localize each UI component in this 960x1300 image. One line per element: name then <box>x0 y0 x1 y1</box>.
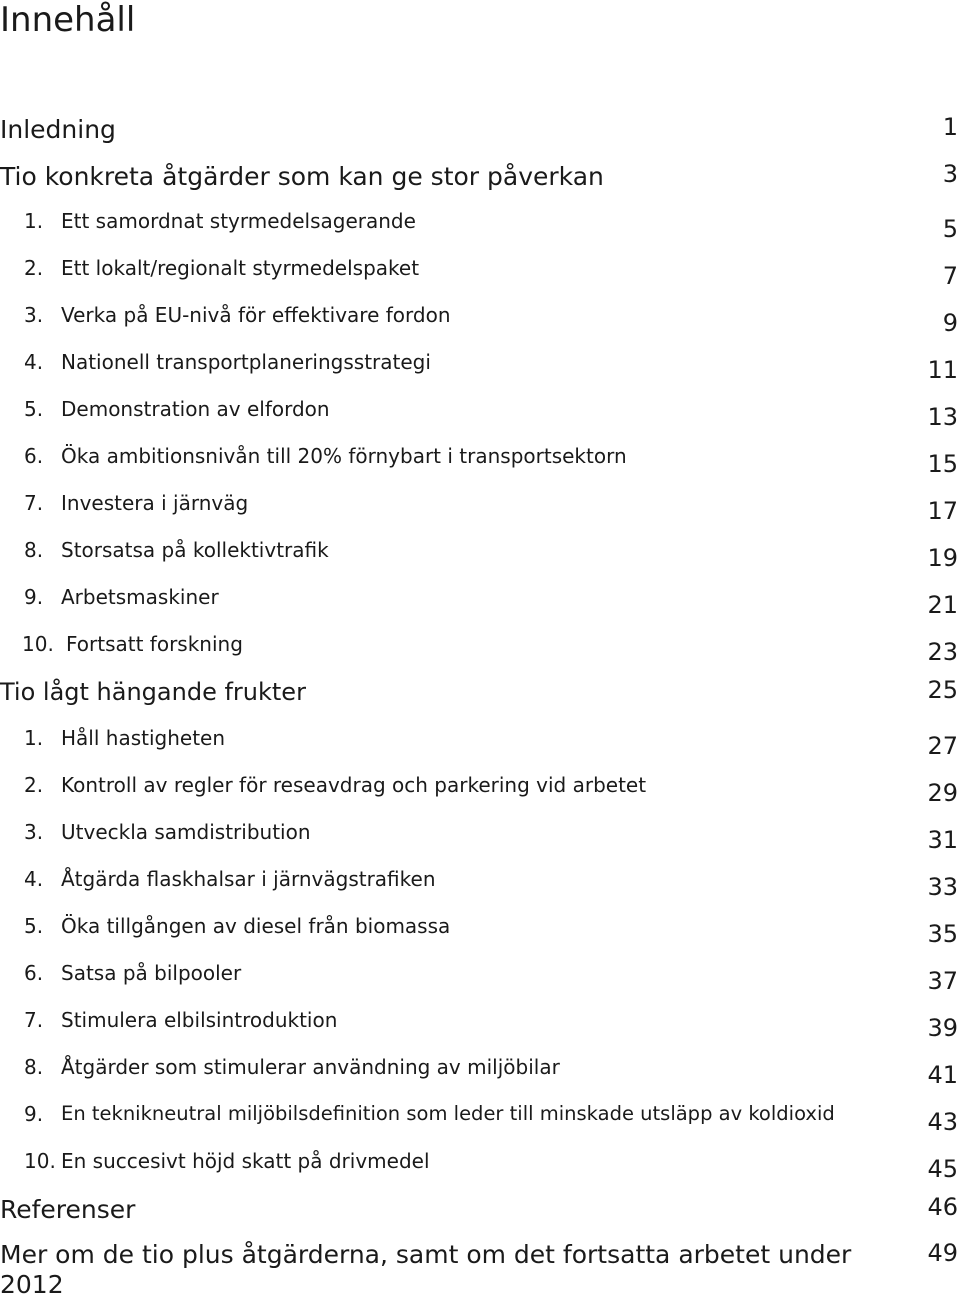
toc-entry-label: Tio lågt hängande frukter <box>0 678 306 706</box>
toc-subentry-number: 5. <box>24 397 44 421</box>
toc-subentry-label: Åtgärder som stimulerar användning av miljöbilar <box>61 1055 560 1079</box>
toc-subentry[interactable] <box>0 255 960 289</box>
toc-subentry-page: 9 <box>942 309 958 337</box>
toc-subentry[interactable] <box>0 208 960 242</box>
toc-subentry-page: 7 <box>942 262 958 290</box>
toc-subentry-label: Ett samordnat styrmedelsagerande <box>61 209 416 233</box>
toc-subentry[interactable] <box>0 725 960 759</box>
toc-subentry-label: Håll hastigheten <box>61 726 226 750</box>
toc-subentry-page: 37 <box>927 967 958 995</box>
toc-subentry-number: 9. <box>24 585 44 609</box>
toc-subentry-label: Åtgärda flaskhalsar i järnvägstrafiken <box>61 867 436 891</box>
toc-entry-label: Referenser <box>0 1195 136 1224</box>
toc-subentry-number: 10. <box>24 1149 56 1173</box>
toc-entry-page: 49 <box>927 1239 958 1267</box>
toc-subentry[interactable] <box>0 584 960 618</box>
toc-subentry[interactable] <box>0 772 960 806</box>
toc-subentry[interactable] <box>0 302 960 336</box>
toc-subentry[interactable] <box>0 490 960 524</box>
toc-entry-low-hanging[interactable] <box>0 677 960 711</box>
toc-subentry-label: Verka på EU-nivå för effektivare fordon <box>61 303 451 327</box>
toc-subentry-number: 5. <box>24 914 44 938</box>
toc-subentry-number: 2. <box>24 773 44 797</box>
toc-subentry-page: 39 <box>927 1014 958 1042</box>
toc-subentry-number: 7. <box>24 491 44 515</box>
toc-subentry-number: 7. <box>24 1008 44 1032</box>
toc-subentry-number: 1. <box>24 726 44 750</box>
toc-subentry[interactable] <box>0 537 960 571</box>
toc-subentry-page: 23 <box>927 638 958 666</box>
toc-entry-label: Tio konkreta åtgärder som kan ge stor påverkan <box>0 162 604 191</box>
toc-subentry[interactable] <box>0 631 960 665</box>
toc-subentry-label: Utveckla samdistribution <box>61 820 311 844</box>
toc-subentry-number: 8. <box>24 1055 44 1079</box>
toc-subentry-page: 41 <box>927 1061 958 1089</box>
toc-subentry[interactable] <box>0 1007 960 1041</box>
toc-subentry-page: 43 <box>927 1108 958 1136</box>
toc-subentry-number: 2. <box>24 256 44 280</box>
toc-subentry[interactable] <box>0 1101 960 1135</box>
toc-subentry-label: Arbetsmaskiner <box>61 585 219 609</box>
toc-subentry-label: En succesivt höjd skatt på drivmedel <box>61 1149 430 1173</box>
toc-subentry[interactable] <box>0 396 960 430</box>
toc-subentry-page: 27 <box>927 732 958 760</box>
toc-subentry-label: Öka ambitionsnivån till 20% förnybart i transportsektorn <box>61 444 627 468</box>
toc-subentry-page: 13 <box>927 403 958 431</box>
toc-subentry-label: Öka tillgången av diesel från biomassa <box>61 914 451 938</box>
toc-subentry[interactable] <box>0 349 960 383</box>
toc-subentry-page: 29 <box>927 779 958 807</box>
toc-entry-page: 46 <box>927 1193 958 1221</box>
toc-subentry[interactable] <box>0 913 960 947</box>
toc-subentry-label: En teknikneutral miljöbilsdefinition som leder till minskade utsläpp av koldioxid <box>61 1102 835 1125</box>
toc-subentry-label: Kontroll av regler för reseavdrag och parkering vid arbetet <box>61 773 647 797</box>
toc-subentry[interactable] <box>0 960 960 994</box>
toc-subentry[interactable] <box>0 819 960 853</box>
toc-subentry-label: Investera i järnväg <box>61 491 249 515</box>
toc-subentry-number: 6. <box>24 444 44 468</box>
toc-subentry[interactable] <box>0 1148 960 1182</box>
toc-entry-references[interactable] <box>0 1194 960 1228</box>
toc-subentry-label: Stimulera elbilsintroduktion <box>61 1008 338 1032</box>
toc-subentry-number: 10. <box>22 632 54 656</box>
toc-subentry-number: 3. <box>24 303 44 327</box>
toc-subentry[interactable] <box>0 443 960 477</box>
toc-entry-label: Mer om de tio plus åtgärderna, samt om det fortsatta arbetet under 2012 <box>0 1240 852 1299</box>
page-title: Innehåll <box>0 0 136 40</box>
toc-subentry[interactable] <box>0 866 960 900</box>
toc-subentry-page: 5 <box>942 215 958 243</box>
toc-subentry-label: Ett lokalt/regionalt styrmedelspaket <box>61 256 420 280</box>
toc-subentry-number: 4. <box>24 867 44 891</box>
toc-subentry-page: 19 <box>927 544 958 572</box>
toc-subentry-label: Nationell transportplaneringsstrategi <box>61 350 431 374</box>
toc-entry-page: 3 <box>942 160 958 188</box>
toc-entry-intro[interactable] <box>0 114 960 148</box>
toc-subentry-page: 11 <box>927 356 958 384</box>
toc-subentry-label: Storsatsa på kollektivtrafik <box>61 538 329 562</box>
toc-subentry-number: 1. <box>24 209 44 233</box>
toc-subentry-number: 8. <box>24 538 44 562</box>
toc-subentry-label: Demonstration av elfordon <box>61 397 330 421</box>
toc-subentry-page: 33 <box>927 873 958 901</box>
toc-subentry-page: 15 <box>927 450 958 478</box>
toc-subentry-page: 21 <box>927 591 958 619</box>
toc-entry-ten-actions[interactable] <box>0 161 960 195</box>
toc-subentry-page: 45 <box>927 1155 958 1183</box>
toc-entry-label: Inledning <box>0 115 116 144</box>
toc-subentry-page: 31 <box>927 826 958 854</box>
toc-subentry-number: 4. <box>24 350 44 374</box>
toc-subentry-number: 3. <box>24 820 44 844</box>
toc-subentry-label: Fortsatt forskning <box>66 632 243 656</box>
toc-subentry-number: 6. <box>24 961 44 985</box>
toc-subentry-label: Satsa på bilpooler <box>61 961 242 985</box>
toc-subentry-number: 9. <box>24 1102 44 1126</box>
toc-entry-page: 1 <box>942 113 958 141</box>
toc-subentry-page: 17 <box>927 497 958 525</box>
toc-subentry[interactable] <box>0 1054 960 1088</box>
toc-subentry-page: 35 <box>927 920 958 948</box>
toc-entry-more[interactable] <box>0 1240 960 1300</box>
toc-entry-page: 25 <box>927 676 958 704</box>
